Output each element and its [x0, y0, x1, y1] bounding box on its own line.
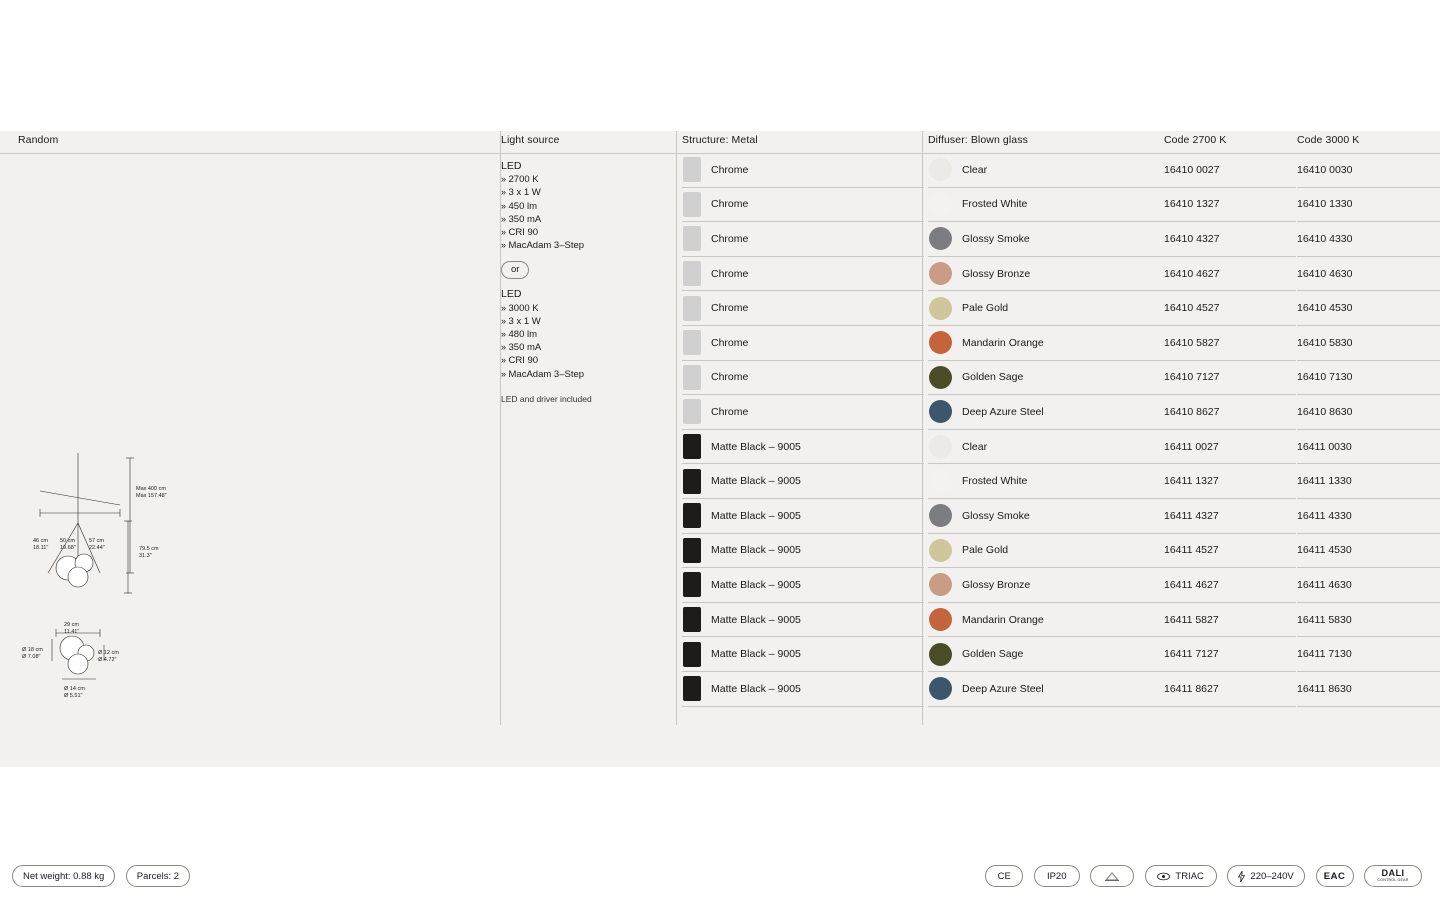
table-row [682, 534, 1440, 569]
code-3000k-value: 16411 4330 [1297, 509, 1352, 522]
code-2700k-value: 16410 4627 [1164, 267, 1220, 280]
dim-max-top-label2: Max 157.48" [136, 493, 167, 499]
table-row [682, 430, 1440, 465]
structure-swatch-icon [683, 365, 701, 390]
code-3000k-cell [1297, 568, 1440, 603]
voltage-badge [1227, 865, 1305, 887]
spec-item: » 2700 K [501, 173, 676, 186]
code-3000k-value: 16411 1330 [1297, 475, 1352, 488]
code-2700k-cell [1164, 637, 1296, 672]
diffuser-cell[interactable] [928, 153, 1164, 188]
structure-cell[interactable] [682, 430, 924, 465]
structure-cell[interactable] [682, 395, 924, 430]
dim-left-label: 46 cm [33, 538, 48, 544]
diffuser-swatch-icon [929, 435, 952, 458]
code-2700k-value: 16411 4327 [1164, 509, 1219, 522]
footer-bar [0, 856, 1440, 898]
structure-label: Chrome [711, 232, 749, 245]
structure-label: Chrome [711, 405, 749, 418]
code-3000k-cell [1297, 257, 1440, 292]
dim-b-bottom-label: Ø 14 cm [64, 686, 85, 692]
structure-label: Matte Black – 9005 [711, 613, 801, 626]
structure-cell[interactable] [682, 568, 924, 603]
diffuser-swatch-icon [929, 366, 952, 389]
diffuser-label: Deep Azure Steel [962, 682, 1044, 695]
dim-b-bottom-label2: Ø 5.51" [64, 693, 83, 699]
structure-cell[interactable] [682, 257, 924, 292]
code-3000k-value: 16410 7130 [1297, 371, 1353, 384]
diffuser-swatch-icon [929, 470, 952, 493]
spec-sheet [0, 131, 1440, 883]
diffuser-swatch-icon [929, 227, 952, 250]
table-row [682, 361, 1440, 396]
code-3000k-cell [1297, 188, 1440, 223]
header-code-2700k: Code 2700 K [1164, 134, 1227, 146]
code-3000k-cell [1297, 499, 1440, 534]
structure-cell[interactable] [682, 291, 924, 326]
drawing-svg [0, 153, 500, 723]
code-3000k-value: 16411 8630 [1297, 682, 1352, 695]
diffuser-cell[interactable] [928, 464, 1164, 499]
technical-drawing [0, 153, 500, 723]
triac-badge [1145, 865, 1217, 887]
code-2700k-value: 16411 4627 [1164, 578, 1219, 591]
spec-item: » CRI 90 [501, 354, 676, 367]
light-source-note: LED and driver included [501, 393, 592, 404]
structure-label: Matte Black – 9005 [711, 648, 801, 661]
table-row [682, 499, 1440, 534]
diffuser-label: Clear [962, 440, 988, 453]
dim-right-label: 79.5 cm [139, 546, 159, 552]
diffuser-swatch-icon [929, 193, 952, 216]
dim-b-left-label2: Ø 7.08" [22, 654, 41, 660]
bolt-icon [1238, 871, 1245, 882]
diffuser-label: Glossy Bronze [962, 578, 1031, 591]
spec-item: » 350 mA [501, 213, 676, 226]
code-3000k-value: 16411 4530 [1297, 544, 1352, 557]
code-3000k-value: 16410 8630 [1297, 405, 1353, 418]
code-2700k-cell [1164, 326, 1296, 361]
eac-badge: EAC [1316, 865, 1354, 887]
structure-cell[interactable] [682, 499, 924, 534]
code-3000k-cell [1297, 395, 1440, 430]
code-2700k-value: 16410 8627 [1164, 405, 1220, 418]
diffuser-cell[interactable] [928, 430, 1164, 465]
code-3000k-value: 16410 1330 [1297, 198, 1353, 211]
header-light-source: Light source [501, 134, 560, 146]
spec-item: » 3 x 1 W [501, 315, 676, 328]
diffuser-label: Frosted White [962, 198, 1028, 211]
dim-mid-label: 50 cm [60, 538, 75, 544]
structure-swatch-icon [683, 226, 701, 251]
code-2700k-value: 16410 0027 [1164, 163, 1220, 176]
structure-cell[interactable] [682, 672, 924, 707]
footer-certifications-group [985, 865, 1428, 887]
code-3000k-value: 16410 4330 [1297, 232, 1353, 245]
class-ii-badge [1090, 865, 1134, 887]
header-diffuser: Diffuser: Blown glass [928, 134, 1028, 146]
table-row [682, 153, 1440, 188]
lamp-icon [1104, 871, 1120, 882]
diffuser-cell[interactable] [928, 291, 1164, 326]
code-2700k-value: 16411 4527 [1164, 544, 1219, 557]
diffuser-cell[interactable] [928, 361, 1164, 396]
options-table [682, 153, 1440, 707]
diffuser-cell[interactable] [928, 534, 1164, 569]
diffuser-swatch-icon [929, 331, 952, 354]
structure-swatch-icon [683, 157, 701, 182]
code-2700k-value: 16410 5827 [1164, 336, 1220, 349]
dim-mid-label3: 57 cm [89, 538, 104, 544]
diffuser-label: Glossy Smoke [962, 232, 1030, 245]
diffuser-cell[interactable] [928, 499, 1164, 534]
ce-badge: CE [985, 865, 1023, 887]
table-row [682, 257, 1440, 292]
diffuser-swatch-icon [929, 504, 952, 527]
code-3000k-cell [1297, 326, 1440, 361]
code-3000k-value: 16411 4630 [1297, 578, 1352, 591]
table-row [682, 395, 1440, 430]
code-3000k-cell [1297, 672, 1440, 707]
table-row [682, 637, 1440, 672]
code-3000k-value: 16411 7130 [1297, 648, 1352, 661]
code-2700k-cell [1164, 603, 1296, 638]
structure-cell[interactable] [682, 603, 924, 638]
code-3000k-value: 16410 0030 [1297, 163, 1353, 176]
structure-swatch-icon [683, 676, 701, 701]
diffuser-label: Glossy Bronze [962, 267, 1031, 280]
spec-item: » MacAdam 3–Step [501, 368, 676, 381]
code-3000k-value: 16411 5830 [1297, 613, 1352, 626]
footer-left-group [12, 865, 196, 887]
diffuser-swatch-icon [929, 539, 952, 562]
table-row [682, 568, 1440, 603]
dim-b-top-label: 29 cm [64, 622, 79, 628]
diffuser-cell[interactable] [928, 395, 1164, 430]
diffuser-swatch-icon [929, 643, 952, 666]
structure-swatch-icon [683, 572, 701, 597]
code-2700k-cell [1164, 672, 1296, 707]
diffuser-swatch-icon [929, 262, 952, 285]
light-source-column [501, 160, 676, 405]
structure-swatch-icon [683, 642, 701, 667]
structure-cell[interactable] [682, 534, 924, 569]
code-3000k-cell [1297, 291, 1440, 326]
structure-swatch-icon [683, 538, 701, 563]
diffuser-cell[interactable] [928, 637, 1164, 672]
light-source-a-title: LED [501, 160, 522, 172]
table-row [682, 291, 1440, 326]
diffuser-cell[interactable] [928, 257, 1164, 292]
structure-cell[interactable] [682, 153, 924, 188]
diffuser-label: Mandarin Orange [962, 336, 1044, 349]
diffuser-label: Mandarin Orange [962, 613, 1044, 626]
code-2700k-cell [1164, 430, 1296, 465]
diffuser-label: Glossy Smoke [962, 509, 1030, 522]
dim-left-label2: 18.11" [33, 545, 49, 551]
diffuser-cell[interactable] [928, 326, 1164, 361]
diffuser-swatch-icon [929, 608, 952, 631]
diffuser-swatch-icon [929, 297, 952, 320]
column-divider-2 [676, 131, 677, 725]
header-code-3000k: Code 3000 K [1297, 134, 1360, 146]
code-2700k-value: 16411 7127 [1164, 648, 1219, 661]
code-2700k-value: 16410 4527 [1164, 302, 1220, 315]
structure-cell[interactable] [682, 326, 924, 361]
code-2700k-cell [1164, 153, 1296, 188]
code-2700k-value: 16411 1327 [1164, 475, 1219, 488]
structure-swatch-icon [683, 503, 701, 528]
structure-label: Chrome [711, 163, 749, 176]
dim-b-left-label: Ø 18 cm [22, 647, 43, 653]
or-badge: or [501, 261, 529, 279]
light-source-b-title: LED [501, 288, 522, 301]
spec-item: » 480 lm [501, 328, 676, 341]
net-weight-badge: Net weight: 0.88 kg [12, 865, 115, 887]
header-random: Random [18, 134, 59, 146]
structure-swatch-icon [683, 296, 701, 321]
dim-mid-label4: 22.44" [89, 545, 105, 551]
diffuser-label: Deep Azure Steel [962, 405, 1044, 418]
dali-sublabel: CONTROL GEAR [1377, 878, 1409, 883]
code-3000k-value: 16410 5830 [1297, 336, 1353, 349]
code-2700k-cell [1164, 534, 1296, 569]
header-structure: Structure: Metal [682, 134, 758, 146]
code-3000k-cell [1297, 534, 1440, 569]
structure-label: Chrome [711, 302, 749, 315]
table-row [682, 464, 1440, 499]
structure-swatch-icon [683, 261, 701, 286]
parcels-badge: Parcels: 2 [126, 865, 190, 887]
diffuser-cell[interactable] [928, 222, 1164, 257]
table-row [682, 222, 1440, 257]
structure-label: Matte Black – 9005 [711, 440, 801, 453]
code-3000k-value: 16410 4630 [1297, 267, 1353, 280]
structure-cell[interactable] [682, 464, 924, 499]
structure-swatch-icon [683, 469, 701, 494]
diffuser-swatch-icon [929, 573, 952, 596]
code-3000k-value: 16410 4530 [1297, 302, 1353, 315]
code-2700k-value: 16411 8627 [1164, 682, 1219, 695]
diffuser-label: Pale Gold [962, 544, 1009, 557]
diffuser-label: Clear [962, 163, 988, 176]
code-2700k-cell [1164, 464, 1296, 499]
diffuser-cell[interactable] [928, 672, 1164, 707]
code-2700k-cell [1164, 257, 1296, 292]
code-2700k-value: 16410 1327 [1164, 198, 1220, 211]
code-3000k-cell [1297, 222, 1440, 257]
dali-label: DALI [1381, 868, 1405, 879]
ip20-badge: IP20 [1034, 865, 1080, 887]
table-row [682, 672, 1440, 707]
light-source-b-specs [501, 302, 676, 381]
dim-b-right-label2: Ø 4.72" [98, 657, 117, 663]
structure-cell[interactable] [682, 637, 924, 672]
diffuser-cell[interactable] [928, 188, 1164, 223]
dimmer-icon [1157, 872, 1170, 881]
code-3000k-cell [1297, 361, 1440, 396]
code-2700k-cell [1164, 361, 1296, 396]
structure-swatch-icon [683, 399, 701, 424]
code-2700k-value: 16411 0027 [1164, 440, 1219, 453]
diffuser-swatch-icon [929, 677, 952, 700]
dim-b-right-label: Ø 12 cm [98, 650, 119, 656]
structure-label: Matte Black – 9005 [711, 544, 801, 557]
diffuser-label: Golden Sage [962, 648, 1024, 661]
spec-item: » 450 lm [501, 200, 676, 213]
structure-cell[interactable] [682, 188, 924, 223]
code-2700k-cell [1164, 291, 1296, 326]
diffuser-swatch-icon [929, 158, 952, 181]
code-2700k-cell [1164, 222, 1296, 257]
spec-item: » CRI 90 [501, 226, 676, 239]
code-2700k-cell [1164, 395, 1296, 430]
code-3000k-cell [1297, 603, 1440, 638]
code-3000k-value: 16411 0030 [1297, 440, 1352, 453]
code-2700k-value: 16410 7127 [1164, 371, 1220, 384]
structure-swatch-icon [683, 192, 701, 217]
table-row [682, 326, 1440, 361]
structure-swatch-icon [683, 607, 701, 632]
code-3000k-cell [1297, 430, 1440, 465]
dim-mid-label2: 19.68" [60, 545, 76, 551]
light-source-a-specs [501, 173, 676, 252]
diffuser-label: Frosted White [962, 475, 1028, 488]
voltage-label: 220–240V [1250, 870, 1294, 882]
code-2700k-value: 16411 5827 [1164, 613, 1219, 626]
spec-item: » 350 mA [501, 341, 676, 354]
structure-swatch-icon [683, 330, 701, 355]
structure-label: Matte Black – 9005 [711, 578, 801, 591]
structure-label: Chrome [711, 371, 749, 384]
dim-right-label2: 31.3" [139, 553, 152, 559]
diffuser-label: Golden Sage [962, 371, 1024, 384]
structure-label: Chrome [711, 267, 749, 280]
table-row [682, 603, 1440, 638]
code-2700k-cell [1164, 499, 1296, 534]
code-2700k-value: 16410 4327 [1164, 232, 1220, 245]
table-row [682, 188, 1440, 223]
diffuser-cell[interactable] [928, 603, 1164, 638]
structure-label: Matte Black – 9005 [711, 509, 801, 522]
structure-cell[interactable] [682, 222, 924, 257]
structure-swatch-icon [683, 434, 701, 459]
code-2700k-cell [1164, 568, 1296, 603]
dim-max-top-label: Max 400 cm [136, 486, 166, 492]
code-3000k-cell [1297, 637, 1440, 672]
structure-cell[interactable] [682, 361, 924, 396]
triac-label: TRIAC [1175, 870, 1204, 882]
dali-badge [1364, 865, 1422, 887]
diffuser-cell[interactable] [928, 568, 1164, 603]
structure-label: Matte Black – 9005 [711, 475, 801, 488]
diffuser-swatch-icon [929, 400, 952, 423]
spec-item: » 3 x 1 W [501, 186, 676, 199]
structure-label: Matte Black – 9005 [711, 682, 801, 695]
table-header-row [0, 131, 1440, 154]
spec-item: » MacAdam 3–Step [501, 239, 676, 252]
dim-b-top-label2: 11.41" [64, 629, 80, 635]
code-2700k-cell [1164, 188, 1296, 223]
spec-item: » 3000 K [501, 302, 676, 315]
code-3000k-cell [1297, 464, 1440, 499]
code-3000k-cell [1297, 153, 1440, 188]
diffuser-label: Pale Gold [962, 302, 1009, 315]
structure-label: Chrome [711, 336, 749, 349]
structure-label: Chrome [711, 198, 749, 211]
